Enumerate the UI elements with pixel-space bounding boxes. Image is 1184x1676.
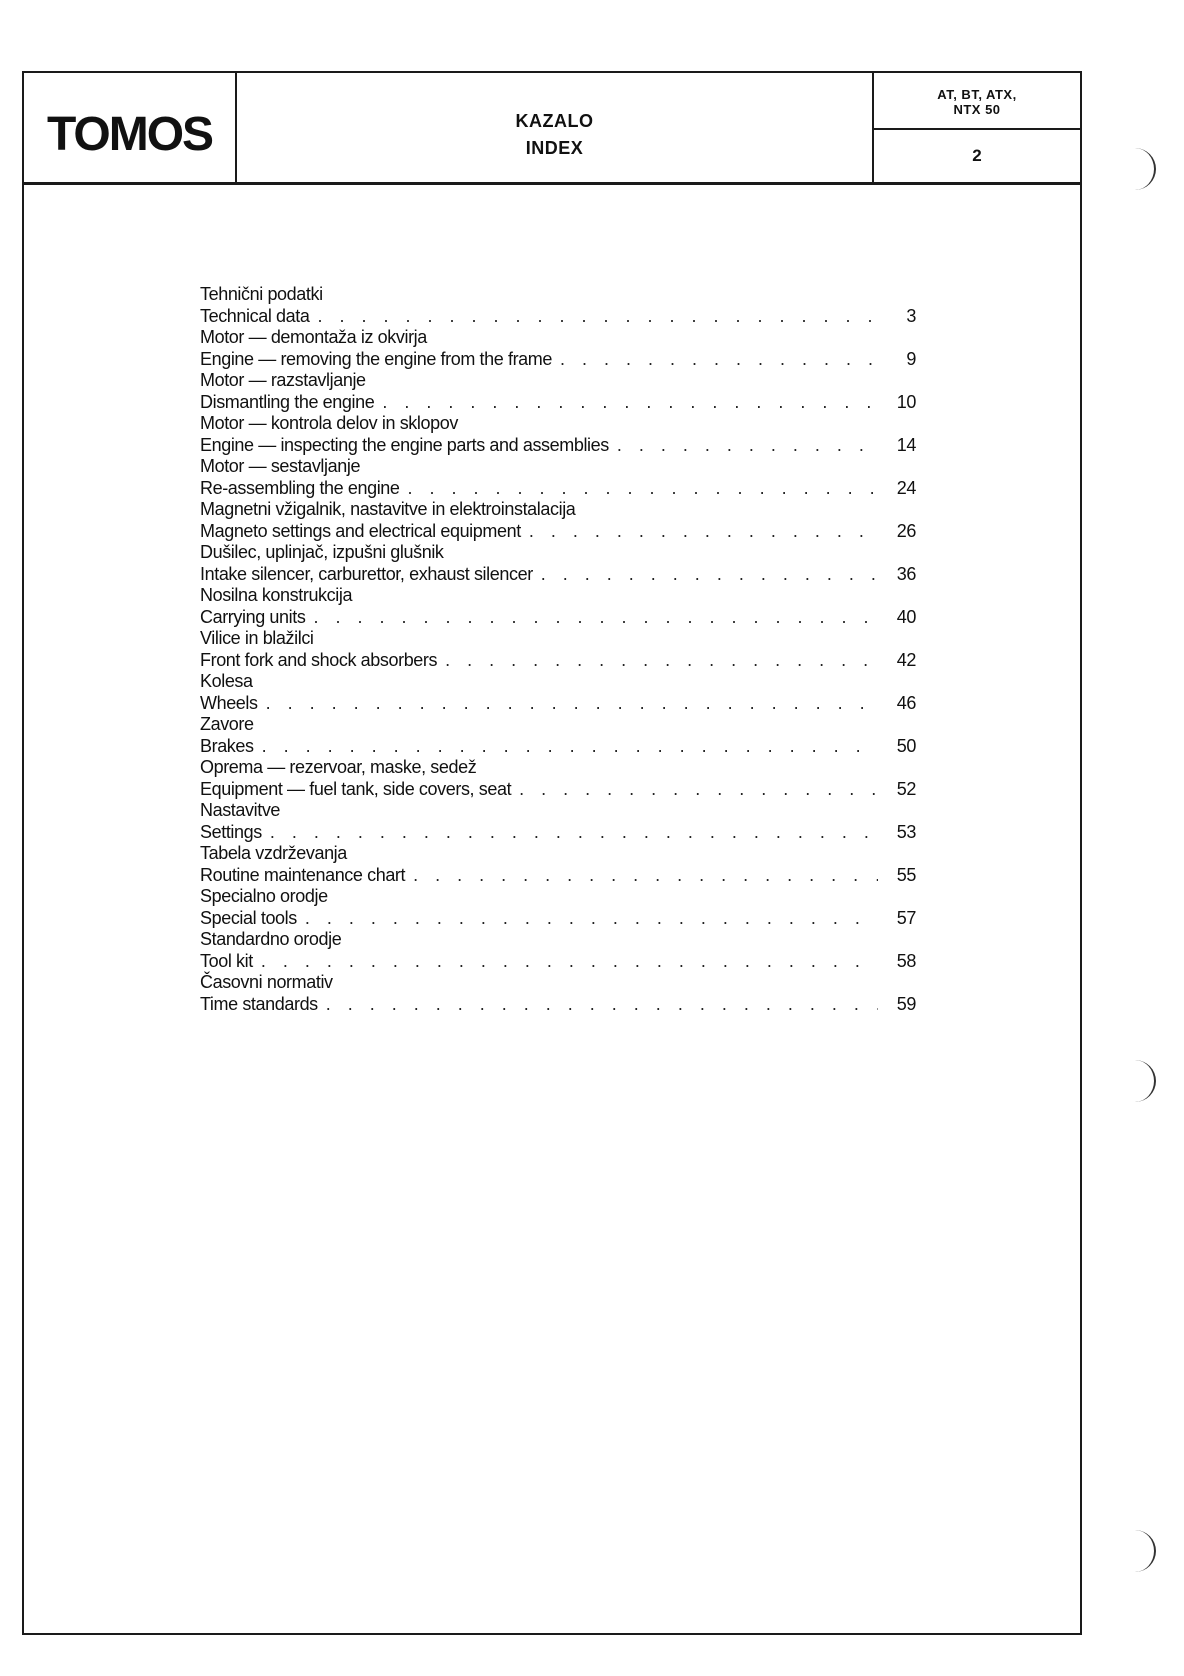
dot-leader [617, 435, 878, 457]
model-cell [874, 73, 1080, 182]
table-of-contents [200, 284, 916, 1015]
toc-title-slovene [200, 757, 916, 779]
toc-english-text: Dismantling the engine [200, 391, 375, 412]
toc-english-text: Brakes [200, 735, 254, 756]
toc-page-number: 52 [896, 778, 916, 799]
toc-title-slovene [200, 972, 916, 994]
toc-title-english [200, 607, 916, 629]
toc-title-english [200, 736, 916, 758]
toc-english-text: Time standards [200, 993, 318, 1014]
toc-title-english [200, 564, 916, 586]
toc-page-number: 24 [896, 477, 916, 498]
toc-entry [200, 929, 916, 972]
tomos-logo: TOMOS [46, 108, 213, 161]
toc-title-english [200, 349, 916, 371]
toc-page-number: 42 [896, 649, 916, 670]
toc-slovene-text: Motor — sestavljanje [200, 456, 361, 476]
toc-page-number: 53 [896, 821, 916, 842]
toc-slovene-text: Nosilna konstrukcija [200, 585, 353, 605]
dot-leader [408, 478, 878, 500]
toc-page-number: 46 [896, 692, 916, 713]
toc-page-number: 3 [906, 305, 916, 326]
toc-page-number: 26 [896, 520, 916, 541]
toc-title-english [200, 478, 916, 500]
toc-title-slovene [200, 628, 916, 650]
dot-leader [305, 908, 878, 930]
toc-title-english [200, 306, 916, 328]
punch-hole-mark [1132, 1530, 1156, 1572]
toc-entry [200, 585, 916, 628]
toc-title-slovene [200, 585, 916, 607]
dot-leader [560, 349, 878, 371]
toc-title-slovene [200, 327, 916, 349]
dot-leader [519, 779, 878, 801]
toc-slovene-text: Oprema — rezervoar, maske, sedež [200, 757, 477, 777]
toc-english-text: Magneto settings and electrical equipment [200, 520, 521, 541]
toc-title-english [200, 392, 916, 414]
toc-english-text: Special tools [200, 907, 297, 928]
toc-slovene-text: Zavore [200, 714, 254, 734]
toc-english-text: Settings [200, 821, 262, 842]
model-list [874, 73, 1080, 130]
toc-page-number: 50 [896, 735, 916, 756]
toc-page-number: 10 [896, 391, 916, 412]
toc-page-number: 14 [896, 434, 916, 455]
toc-page-number: 59 [896, 993, 916, 1014]
title-english: INDEX [525, 137, 584, 158]
model-line-1: AT, BT, ATX, [937, 87, 1017, 102]
toc-entry [200, 671, 916, 714]
toc-slovene-text: Motor — demontaža iz okvirja [200, 327, 427, 347]
toc-english-text: Carrying units [200, 606, 306, 627]
dot-leader [262, 736, 878, 758]
toc-slovene-text: Vilice in blažilci [200, 628, 314, 648]
toc-entry [200, 284, 916, 327]
toc-entry [200, 714, 916, 757]
toc-entry [200, 843, 916, 886]
toc-slovene-text: Motor — razstavljanje [200, 370, 366, 390]
toc-title-english [200, 779, 916, 801]
toc-english-text: Engine — inspecting the engine parts and assemblies [200, 434, 609, 455]
toc-title-english [200, 822, 916, 844]
dot-leader [261, 951, 878, 973]
toc-slovene-text: Standardno orodje [200, 929, 342, 949]
dot-leader [266, 693, 878, 715]
dot-leader [270, 822, 878, 844]
toc-page-number: 57 [896, 907, 916, 928]
toc-title-slovene [200, 542, 916, 564]
toc-english-text: Equipment — fuel tank, side covers, seat [200, 778, 512, 799]
toc-slovene-text: Nastavitve [200, 800, 281, 820]
toc-title-slovene [200, 800, 916, 822]
toc-page-number: 40 [896, 606, 916, 627]
toc-title-slovene [200, 284, 916, 306]
dot-leader [413, 865, 878, 887]
toc-title-english [200, 994, 916, 1016]
toc-slovene-text: Dušilec, uplinjač, izpušni glušnik [200, 542, 444, 562]
dot-leader [382, 392, 878, 414]
toc-page-number: 55 [896, 864, 916, 885]
model-line-2: NTX 50 [953, 102, 1001, 117]
toc-slovene-text: Časovni normativ [200, 972, 333, 992]
toc-title-slovene [200, 499, 916, 521]
toc-title-slovene [200, 843, 916, 865]
logo-cell [24, 73, 237, 182]
toc-entry [200, 456, 916, 499]
page-header [22, 71, 1082, 185]
toc-entry [200, 800, 916, 843]
toc-title-slovene [200, 413, 916, 435]
toc-page-number: 36 [896, 563, 916, 584]
title-slovene: KAZALO [515, 110, 594, 131]
toc-entry [200, 413, 916, 456]
toc-page-number: 9 [906, 348, 916, 369]
toc-english-text: Wheels [200, 692, 258, 713]
toc-english-text: Routine maintenance chart [200, 864, 406, 885]
toc-title-english [200, 435, 916, 457]
toc-entry [200, 757, 916, 800]
toc-slovene-text: Tabela vzdrževanja [200, 843, 347, 863]
toc-entry [200, 886, 916, 929]
toc-title-english [200, 650, 916, 672]
dot-leader [317, 306, 878, 328]
punch-hole-mark [1132, 1060, 1156, 1102]
toc-entry [200, 628, 916, 671]
toc-page-number: 58 [896, 950, 916, 971]
toc-english-text: Technical data [200, 305, 310, 326]
toc-entry [200, 370, 916, 413]
toc-title-slovene [200, 456, 916, 478]
toc-title-slovene [200, 886, 916, 908]
dot-leader [445, 650, 878, 672]
toc-english-text: Tool kit [200, 950, 253, 971]
toc-title-english [200, 951, 916, 973]
toc-english-text: Intake silencer, carburettor, exhaust silencer [200, 563, 533, 584]
title-cell [237, 73, 874, 182]
toc-entry [200, 327, 916, 370]
toc-title-english [200, 908, 916, 930]
toc-entry [200, 499, 916, 542]
page-number: 2 [972, 146, 982, 165]
dot-leader [529, 521, 878, 543]
toc-slovene-text: Tehnični podatki [200, 284, 323, 304]
dot-leader [326, 994, 878, 1016]
punch-hole-mark [1132, 148, 1156, 190]
toc-title-slovene [200, 370, 916, 392]
toc-entry [200, 972, 916, 1015]
toc-title-slovene [200, 714, 916, 736]
toc-title-english [200, 693, 916, 715]
toc-slovene-text: Magnetni vžigalnik, nastavitve in elektroinstalacija [200, 499, 576, 519]
toc-title-slovene [200, 671, 916, 693]
toc-title-english [200, 521, 916, 543]
toc-title-slovene [200, 929, 916, 951]
dot-leader [541, 564, 878, 586]
toc-english-text: Re-assembling the engine [200, 477, 400, 498]
toc-slovene-text: Specialno orodje [200, 886, 328, 906]
toc-title-english [200, 865, 916, 887]
toc-english-text: Front fork and shock absorbers [200, 649, 438, 670]
toc-entry [200, 542, 916, 585]
toc-slovene-text: Kolesa [200, 671, 253, 691]
toc-english-text: Engine — removing the engine from the frame [200, 348, 552, 369]
dot-leader [313, 607, 878, 629]
toc-slovene-text: Motor — kontrola delov in sklopov [200, 413, 458, 433]
